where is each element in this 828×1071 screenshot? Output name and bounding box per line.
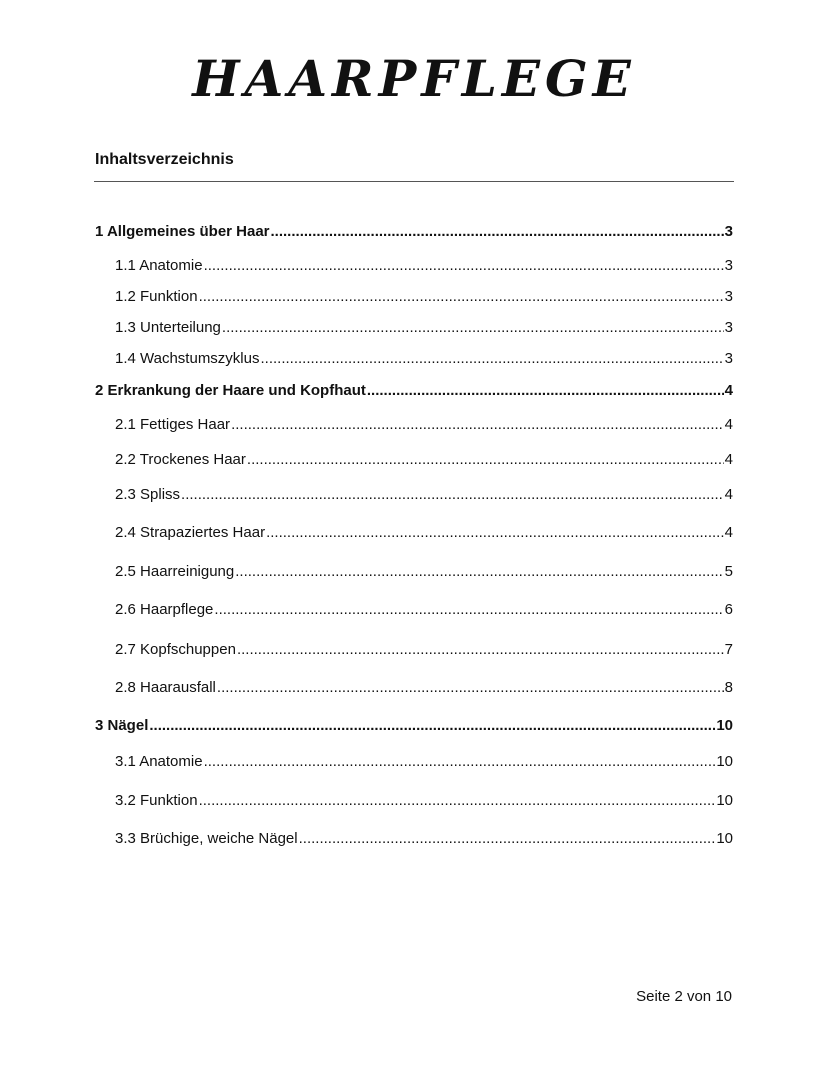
toc-entry-2[interactable] [95, 381, 733, 401]
toc-entry-1-1[interactable] [115, 256, 733, 276]
toc-entry-label: 1.2 Funktion [115, 288, 198, 305]
toc-heading: Inhaltsverzeichnis [95, 151, 234, 168]
toc-entry-2-4[interactable] [115, 523, 733, 543]
toc-entry-2-8[interactable] [115, 678, 733, 698]
toc-entry-label: 3.1 Anatomie [115, 753, 203, 770]
toc-entry-page: 3 [724, 288, 733, 305]
toc-entry-label: 3.3 Brüchige, weiche Nägel [115, 830, 298, 847]
toc-entry-page: 3 [724, 350, 733, 367]
toc-entry-3-1[interactable] [115, 752, 733, 772]
toc-leader-dots [214, 600, 723, 620]
toc-entry-label: 3.2 Funktion [115, 792, 198, 809]
toc-entry-2-5[interactable] [115, 562, 733, 582]
toc-entry-2-2[interactable] [115, 450, 733, 470]
toc-entry-page: 4 [724, 524, 733, 541]
toc-entry-label: 2.5 Haarreinigung [115, 563, 235, 580]
toc-entry-label: 2 Erkrankung der Haare und Kopfhaut [95, 382, 366, 399]
toc-leader-dots [149, 716, 715, 736]
toc-entry-1-3[interactable] [115, 318, 733, 338]
toc-entry-page: 3 [724, 223, 733, 240]
toc-entry-label: 2.4 Strapaziertes Haar [115, 524, 266, 541]
toc-entry-2-7[interactable] [115, 640, 733, 660]
toc-leader-dots [222, 318, 724, 338]
toc-entry-page: 3 [724, 257, 733, 274]
toc-leader-dots [199, 287, 724, 307]
page-number-footer: Seite 2 von 10 [636, 988, 732, 1005]
toc-entry-label: 2.7 Kopfschuppen [115, 641, 236, 658]
toc-entry-page: 10 [716, 792, 733, 809]
toc-leader-dots [247, 450, 724, 470]
toc-entry-page: 6 [724, 601, 733, 618]
toc-entry-page: 4 [724, 416, 733, 433]
toc-leader-dots [235, 562, 723, 582]
toc-entry-label: 2.3 Spliss [115, 486, 181, 503]
toc-entry-label: 2.6 Haarpflege [115, 601, 214, 618]
toc-entry-page: 4 [724, 451, 733, 468]
toc-entry-label: 1 Allgemeines über Haar [95, 223, 270, 240]
toc-leader-dots [266, 523, 724, 543]
toc-leader-dots [204, 752, 716, 772]
toc-entry-3[interactable] [95, 716, 733, 736]
toc-entry-page: 7 [724, 641, 733, 658]
toc-leader-dots [367, 381, 724, 401]
toc-entry-2-6[interactable] [115, 600, 733, 620]
toc-entry-page: 4 [724, 486, 733, 503]
toc-entry-2-1[interactable] [115, 415, 733, 435]
toc-entry-page: 10 [716, 717, 733, 734]
toc-leader-dots [199, 791, 716, 811]
toc-entry-page: 8 [724, 679, 733, 696]
toc-leader-dots [271, 222, 724, 242]
toc-leader-dots [181, 485, 724, 505]
toc-leader-dots [299, 829, 716, 849]
toc-entry-label: 2.2 Trockenes Haar [115, 451, 246, 468]
document-title: HAARPFLEGE [192, 49, 636, 108]
toc-entry-label: 1.3 Unterteilung [115, 319, 221, 336]
toc-leader-dots [261, 349, 724, 369]
toc-entry-1[interactable] [95, 222, 733, 242]
toc-entry-page: 3 [724, 319, 733, 336]
toc-entry-label: 1.4 Wachstumszyklus [115, 350, 260, 367]
toc-leader-dots [237, 640, 724, 660]
toc-entry-label: 2.8 Haarausfall [115, 679, 216, 696]
toc-entry-3-3[interactable] [115, 829, 733, 849]
toc-entry-label: 3 Nägel [95, 717, 149, 734]
toc-entry-label: 2.1 Fettiges Haar [115, 416, 231, 433]
toc-entry-page: 4 [724, 382, 733, 399]
toc-entry-page: 10 [716, 753, 733, 770]
toc-entry-1-4[interactable] [115, 349, 733, 369]
toc-leader-dots [231, 415, 724, 435]
toc-entry-label: 1.1 Anatomie [115, 257, 203, 274]
toc-entry-3-2[interactable] [115, 791, 733, 811]
toc-entry-1-2[interactable] [115, 287, 733, 307]
toc-entry-2-3[interactable] [115, 485, 733, 505]
toc-leader-dots [217, 678, 724, 698]
heading-divider [94, 181, 734, 182]
toc-entry-page: 5 [724, 563, 733, 580]
toc-leader-dots [204, 256, 724, 276]
toc-entry-page: 10 [716, 830, 733, 847]
